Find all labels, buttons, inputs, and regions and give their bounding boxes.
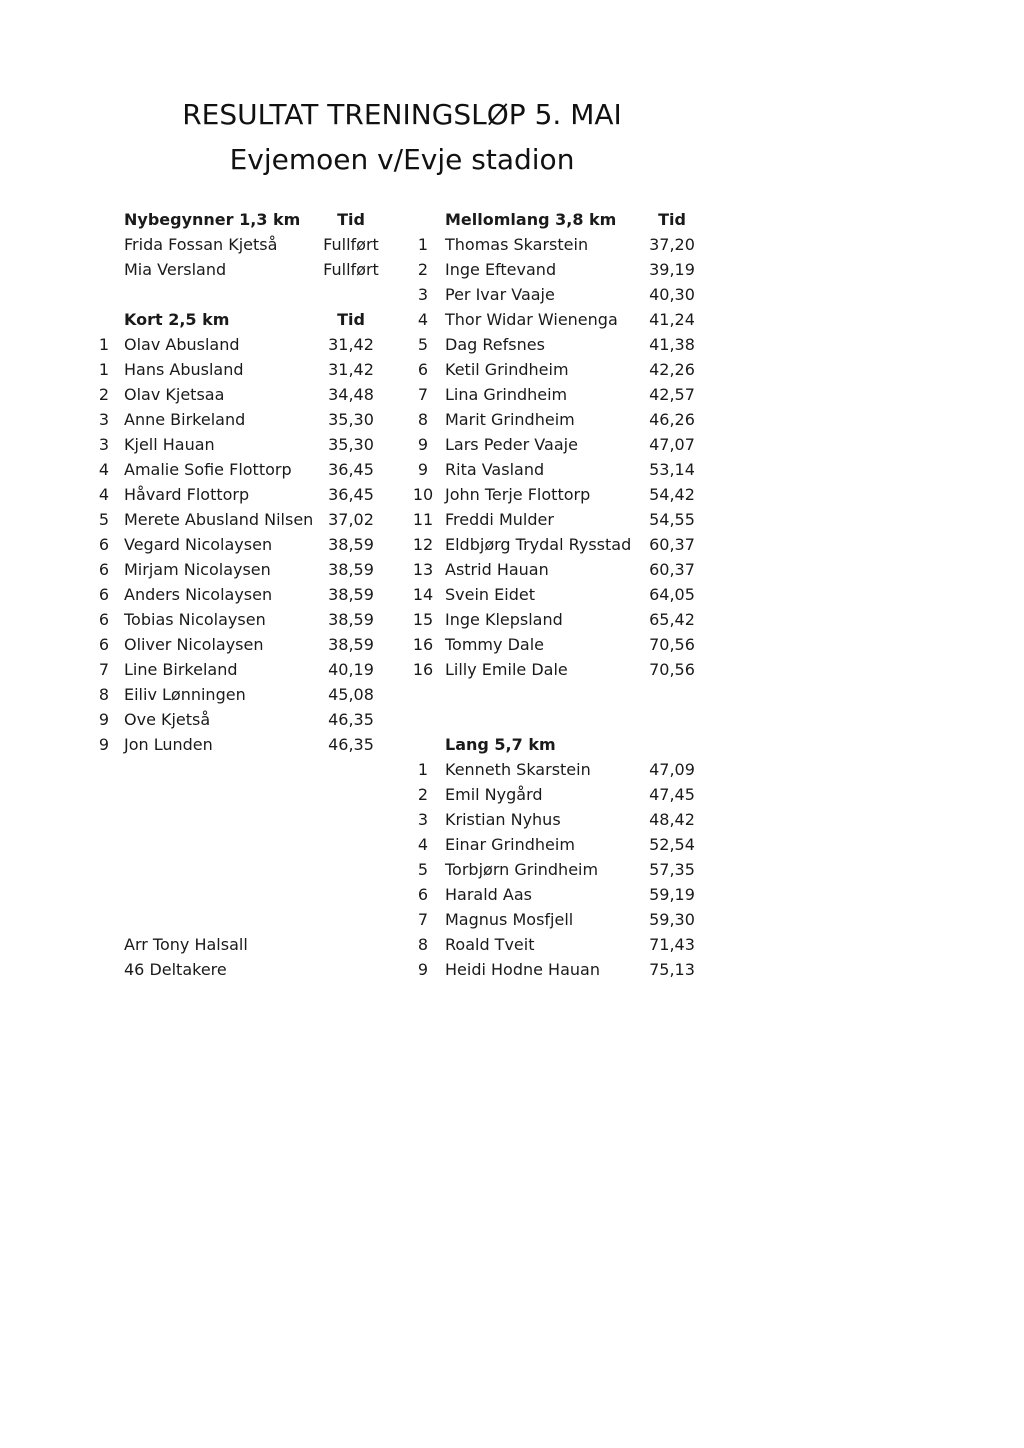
mellomlang-heading: Mellomlang 3,8 km [445,210,617,229]
name-cell: Olav Abusland [124,335,240,354]
rank-cell: 9 [417,960,429,979]
time-cell: 46,35 [328,735,374,754]
rank-cell: 5 [417,860,429,879]
mellomlang-time-heading: Tid [658,210,686,229]
rank-cell: 2 [417,785,429,804]
time-cell: 38,59 [328,585,374,604]
rank-cell: 6 [98,585,110,604]
time-cell: 45,08 [328,685,374,704]
name-cell: Mia Versland [124,260,227,279]
name-cell: Line Birkeland [124,660,238,679]
time-cell: 47,45 [649,785,695,804]
time-cell: 48,42 [649,810,695,829]
rank-cell: 3 [417,810,429,829]
time-cell: 70,56 [649,635,695,654]
name-cell: Torbjørn Grindheim [445,860,599,879]
rank-cell: 9 [417,460,429,479]
time-cell: 65,42 [649,610,695,629]
rank-cell: 10 [412,485,434,504]
time-cell: 39,19 [649,260,695,279]
rank-cell: 11 [412,510,434,529]
time-cell: 36,45 [328,485,374,504]
time-cell: 59,30 [649,910,695,929]
rank-cell: 7 [417,385,429,404]
time-cell: 31,42 [328,335,374,354]
name-cell: Frida Fossan Kjetså [124,235,278,254]
time-cell: 46,26 [649,410,695,429]
nybegynner-heading: Nybegynner 1,3 km [124,210,301,229]
rank-cell: 9 [417,435,429,454]
time-cell: Fullført [323,235,379,254]
rank-cell: 13 [412,560,434,579]
name-cell: Thomas Skarstein [445,235,589,254]
nybegynner-time-heading: Tid [337,210,365,229]
page-subtitle: Evjemoen v/Evje stadion [229,143,575,176]
rank-cell: 8 [417,935,429,954]
time-cell: 47,07 [649,435,695,454]
rank-cell: 1 [98,360,110,379]
kort-time-heading: Tid [337,310,365,329]
time-cell: 38,59 [328,535,374,554]
time-cell: 59,19 [649,885,695,904]
rank-cell: 3 [417,285,429,304]
time-cell: 34,48 [328,385,374,404]
name-cell: Inge Eftevand [445,260,557,279]
name-cell: Mirjam Nicolaysen [124,560,271,579]
rank-cell: 1 [417,760,429,779]
name-cell: Eldbjørg Trydal Rysstad [445,535,632,554]
name-cell: Anders Nicolaysen [124,585,273,604]
organizer-note: Arr Tony Halsall [124,935,248,954]
rank-cell: 5 [98,510,110,529]
rank-cell: 8 [98,685,110,704]
rank-cell: 6 [417,885,429,904]
name-cell: Amalie Sofie Flottorp [124,460,292,479]
time-cell: 46,35 [328,710,374,729]
time-cell: 37,20 [649,235,695,254]
name-cell: Jon Lunden [124,735,213,754]
name-cell: Ove Kjetså [124,710,211,729]
name-cell: Freddi Mulder [445,510,554,529]
name-cell: Svein Eidet [445,585,535,604]
name-cell: Magnus Mosfjell [445,910,574,929]
rank-cell: 16 [412,635,434,654]
time-cell: 70,56 [649,660,695,679]
rank-cell: 2 [98,385,110,404]
rank-cell: 1 [98,335,110,354]
name-cell: Merete Abusland Nilsen [124,510,314,529]
rank-cell: 7 [417,910,429,929]
name-cell: Astrid Hauan [445,560,549,579]
rank-cell: 6 [98,560,110,579]
time-cell: 37,02 [328,510,374,529]
time-cell: 35,30 [328,410,374,429]
name-cell: Hans Abusland [124,360,244,379]
time-cell: 31,42 [328,360,374,379]
rank-cell: 9 [98,710,110,729]
rank-cell: 4 [417,310,429,329]
lang-heading: Lang 5,7 km [445,735,556,754]
rank-cell: 15 [412,610,434,629]
rank-cell: 4 [417,835,429,854]
time-cell: 42,26 [649,360,695,379]
time-cell: 52,54 [649,835,695,854]
name-cell: Harald Aas [445,885,532,904]
time-cell: 54,42 [649,485,695,504]
time-cell: 41,38 [649,335,695,354]
time-cell: 53,14 [649,460,695,479]
name-cell: Thor Widar Wienenga [445,310,618,329]
name-cell: John Terje Flottorp [445,485,591,504]
name-cell: Olav Kjetsaa [124,385,225,404]
name-cell: Håvard Flottorp [124,485,250,504]
time-cell: 71,43 [649,935,695,954]
name-cell: Oliver Nicolaysen [124,635,264,654]
time-cell: 41,24 [649,310,695,329]
name-cell: Per Ivar Vaaje [445,285,555,304]
time-cell: 47,09 [649,760,695,779]
page-title: RESULTAT TRENINGSLØP 5. MAI [182,98,622,131]
name-cell: Einar Grindheim [445,835,575,854]
time-cell: 60,37 [649,535,695,554]
name-cell: Kristian Nyhus [445,810,561,829]
rank-cell: 7 [98,660,110,679]
rank-cell: 3 [98,410,110,429]
name-cell: Emil Nygård [445,785,543,804]
name-cell: Anne Birkeland [124,410,246,429]
name-cell: Lina Grindheim [445,385,568,404]
rank-cell: 6 [98,535,110,554]
name-cell: Rita Vasland [445,460,545,479]
name-cell: Heidi Hodne Hauan [445,960,600,979]
time-cell: 54,55 [649,510,695,529]
name-cell: Lars Peder Vaaje [445,435,578,454]
rank-cell: 6 [417,360,429,379]
rank-cell: 2 [417,260,429,279]
name-cell: Tobias Nicolaysen [124,610,266,629]
name-cell: Inge Klepsland [445,610,563,629]
time-cell: 36,45 [328,460,374,479]
name-cell: Dag Refsnes [445,335,545,354]
rank-cell: 1 [417,235,429,254]
time-cell: 40,30 [649,285,695,304]
rank-cell: 4 [98,485,110,504]
rank-cell: 9 [98,735,110,754]
rank-cell: 5 [417,335,429,354]
name-cell: Kjell Hauan [124,435,215,454]
rank-cell: 8 [417,410,429,429]
name-cell: Lilly Emile Dale [445,660,568,679]
participant-count: 46 Deltakere [124,960,227,979]
time-cell: 40,19 [328,660,374,679]
time-cell: 64,05 [649,585,695,604]
rank-cell: 6 [98,610,110,629]
time-cell: 60,37 [649,560,695,579]
time-cell: 75,13 [649,960,695,979]
rank-cell: 14 [412,585,434,604]
time-cell: 38,59 [328,635,374,654]
name-cell: Tommy Dale [445,635,544,654]
rank-cell: 6 [98,635,110,654]
time-cell: 57,35 [649,860,695,879]
name-cell: Marit Grindheim [445,410,575,429]
rank-cell: 4 [98,460,110,479]
name-cell: Eiliv Lønningen [124,685,246,704]
rank-cell: 12 [412,535,434,554]
rank-cell: 3 [98,435,110,454]
name-cell: Kenneth Skarstein [445,760,591,779]
name-cell: Vegard Nicolaysen [124,535,273,554]
time-cell: 35,30 [328,435,374,454]
time-cell: 42,57 [649,385,695,404]
time-cell: Fullført [323,260,379,279]
kort-heading: Kort 2,5 km [124,310,230,329]
time-cell: 38,59 [328,610,374,629]
name-cell: Roald Tveit [445,935,535,954]
rank-cell: 16 [412,660,434,679]
time-cell: 38,59 [328,560,374,579]
name-cell: Ketil Grindheim [445,360,569,379]
